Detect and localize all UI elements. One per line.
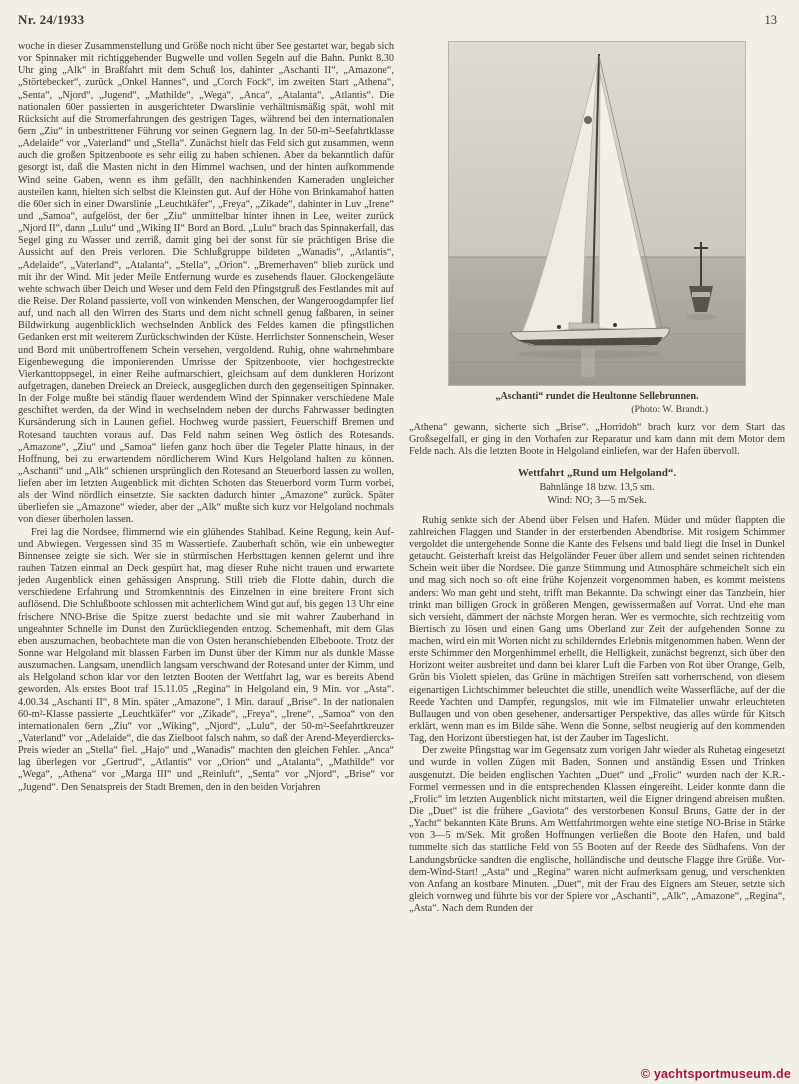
left-column — [18, 41, 394, 915]
photo-caption: „Aschanti“ rundet die Heultonne Sellebrunnen. — [495, 391, 699, 402]
photo-credit: (Photo: W. Brandt.) — [631, 403, 708, 415]
watermark-text: © yachtsportmuseum.de — [640, 1067, 791, 1081]
section-title: Wettfahrt „Rund um Helgoland“. — [517, 467, 677, 480]
photo-figure — [448, 41, 746, 416]
sail-emblem — [584, 116, 592, 124]
page-header — [18, 12, 785, 28]
deckhouse — [569, 323, 599, 329]
paragraph: „Athena“ gewann, sicherte sich „Brise“. „Horridoh“ brach kurz vor dem Start das Großsegelfall, er ging in den Vorhafen zur Reparatur und kam dann mit dem Motor dem Felde nach. Als die letzten Boote in Helgoland einliefen, war der Hafen übervoll. — [409, 421, 785, 458]
watermark — [641, 1067, 791, 1081]
issue-number: Nr. 24/1933 — [18, 12, 85, 27]
section-course-length: Bahnlänge 18 bzw. 13,5 sm. — [539, 482, 655, 494]
paragraph: Frei lag die Nordsee, flimmernd wie ein glühendes Stahlbad. Keine Regung, kein Auf- und Abwiegen. Vergessen sind 35 m Wassertiefe. Zauberhaft schön, wie ein unbewegter Binnensee zeigte sie sich. Wer sie in stürmischen Herbsttagen kennen gelernt und ihre rauhen Tatzen einmal an Deck gespürt hat, mag dieser Ruhe nicht trauen und erwartete jeden Augenblick einen gehässigen Ansprung. Still trieb die Flotte dahin, durch die verschiedene Erfahrung und Stromkenntnis des Einzelnen in eine breitere Front sich auflösend. Die Schlußboote schlossen mit achterlichem Wind gut auf, bis gegen 13 Uhr eine frischere NNO-Brise die Spitze zuerst bedachte und sie mit wahrer Zauberhand in ungeahnter Schnelle im Dunst den Zurückliegenden entzog. Schemenhaft, mit dem Glas eben auszumachen, beobachtete man die von Osten heranschiebenden Elbeboote. Trotz der Sonne war Helgoland mit blassen Farben im Dunst über der Kimm nur als dunkle Masse auszumachen. Langsam, unendlich langsam verschwand der Rotesand unter der Kimm, und als Helgoland schon klar vor den letzten Booten der Wettfahrt lag, war es bereits Abend geworden. Als erstes Boot traf 15.11.05 „Regina“ in Helgoland ein, 9 Min. vor „Asta“. 4.00.34 „Aschanti II“, 8 Min. später „Amazone“, 1 Min. darauf „Brise“. In der nationalen 60-m²-Klasse passierte „Leuchtkäfer“ vor „Zikade“, „Freya“, „Irene“, „Samoa“ von den internationalen 6ern „Ziu“ vor „Wiking“, „Njord“, „Lulu“, der 50-m²-Seefahrtkreuzer „Vaterland“ vor „Adelaide“, die das Zielboot falsch nahm, so daß der Arend-Meyerdiercks-Preis wieder an „Stella“ fiel. „Hajo“ und „Wanadis“ machten den gleichen Fehler. „Anca“ lag überlegen vor „Gertrud“, „Atlantis“ vor „Orion“ und „Atalanta“, „Mathilde“ vor „Wega“, „Athena“ vor „Marga III“ und „Reinluft“, „Senta“ vor „Njord“, „Brise“ vor „Jugend“. Den Senatspreis der Stadt Bremen, den in den beiden Vorjahren — [18, 526, 394, 793]
crew-figure — [557, 325, 561, 329]
mast-reflection — [581, 349, 595, 377]
photo-caption-block — [448, 391, 746, 416]
paragraph: woche in dieser Zusammenstellung und Größe noch nicht über See gestartet war, begab sich vor Spinnaker mit richtiggehender Bugwelle und vollen Segeln auf die Bahn. Punkt 8.30 Uhr ging „Alk“ in Braßfahrt mit dem Schuß los, dahinter „Aschanti II“, „Amazone“, „Störtebecker“, zurück „Onkel Hannes“, und „Corch Fock“, im zweiten Start „Athena“, „Senta“, „Njord“, „Jugend“, „Mathilde“, „Wega“, „Anca“, „Atalanta“, „Atlantis“. Die nationalen 60er passierten in ausgerichteter Dwarslinie verhältnismäßig spät, wohl mit Rücksicht auf die Stromerfahrungen des gestrigen Tages, während bei den internationalen 6ern „Ziu“ in unbestrittener Führung vor seinen Gegnern lag. In der 50-m²-Seefahrtklasse „Adelaide“ vor „Vaterland“ und „Stella“. Zunächst hielt das Feld sich gut zusammen, wenn auch die großen Spitzenboote es sehr eilig zu haben schienen. Aber da bekanntlich dafür gesorgt ist, daß die Masten nicht in den Himmel wachsen, und der hinten aufkommende Wind seine Gaben, wenn es ihm gefällt, den nachhinkenden Kameraden ungleicher austeilen kann, hielten sich selbst die Kleinsten gut. Auf der Höhe von Brinkamahof hatten die 60er sich in einer Dwarslinie „Leuchtkäfer“, „Freya“, „Zikade“, dahinter in Luv „Irene“ und „Samoa“, aufgelöst, der 6er „Ziu“ unmittelbar hinter ihnen in Lee, weiter zurück „Njord II“, dann „Lulu“ und „Wiking II“ Bord an Bord. „Lulu“ brach das Spinnakerfall, das Segel ging zu Wasser und zerriß, damit ging bei der sonst für sie prächtigen Brise die Aussicht auf den Preis verloren. Die Schlußgruppe bildeten „Wanadis“, „Atlantis“, „Adelaide“, „Vaterland“, „Atalanta“, „Stella“, „Orion“. „Bremerhaven“ blieb zurück und mit ihr der Wind. Mit jeder Meile Entfernung wurde es zusehends flauer. Glockengeläute wehte schwach über Deich und Weser und dem Feld den Pfingstgruß des Festlandes mit auf die Reise. Der Roland passierte, voll von winkenden Menschen, der Wangeroogdampfer lief auf, und nach all den Wirren des Starts und dem nicht schnell genug faßbaren, in seiner Bildwirkung augenblicklich wechselnden Anblick des Feldes kamen die pfingstlichen Gedanken erst mit weiterem Zurückschwinden der Küste. Herrlichster Sonnenschein, Weser und Bord mit unübertroffenem Schein versehen, vergoldend. Ruhig, ohne wahrnehmbare Eigenbewegung die imponierenden Umrisse der Spitzenboote, vier hochgestreckte Vierkanttoppsegel, in einer Reihe aufmarschiert, gleichsam auf dem dunkleren Horizont aufgetragen, daneben Dreieck an Dreieck, ausgeglichen durch den gegenseitigen Spinnaker. In der Folge mußte bei ständig flauer werdendem Wind der Spinnaker verschiedene Male geschiftet werden, da der Wind in wechselndem neben der durchs Fahrwasser bedingten Kursänderung sich in Launen gefiel. Hochweg wurde passiert, Feuerschiff Bremen und Rotesand tauchten voraus auf. Das Feld nahm seinen Weg östlich des Rotesands. „Amazone“, „Ziu“ und „Samoa“ liefen ganz hoch über die Tegeler Platte hinaus, in der Hoffnung, bei zu erwartendem nördlicherem Wind Kurs Helgoland halten zu können. „Aschanti“ und „Alk“ schienen ursprünglich den Rotesand an Steuerbord lassen zu wollen, liefen aber im letzten Augenblick mit dichten Schoten das Steuerbord vorm Turm vorbei, als der Wind nördlich einsetzte. Sie sackten dadurch hinter „Amazone“ zurück. Später überliefen sie „Amazone“ wieder, aber der „Alk“ mußte sich kurz vor Helgoland nochmals von dieser überholen lassen. — [18, 41, 394, 526]
paragraph: Ruhig senkte sich der Abend über Felsen und Hafen. Müder und müder flappten die zahlreichen Flaggen und Stander in der ersterbenden Abendbrise. Mit rosigem Schimmer vergoldet die untergehende Sonne die Kante des Felsens und bald liegt die Insel in Dunkel getaucht. Geisterhaft kreist das Helgoländer Feuer über allem und sendet seinen richtenden Schein weit über die Nordsee. Die ganze Stimmung und Atmosphäre schmeichelt sich ein und mag sich noch so oft eine frühe Kojenzeit vorgenommen haben, es kommt meistens anders: Wo man geht und steht, trifft man Bekannte. Da schwingt einer das Tanzbein, hier trinkt man billigen Grock in größeren Mengen, gewissermaßen auf Vorrat. Und ehe man sich versieht, dämmert der nächste Morgen heran. Wer es vermochte, sich rechtzeitig vom Biertisch zu lösen und einen Gang ums Oberland zur Zeit der aufgehenden Sonne zu machen, wird ein mit Worten nicht zu schilderndes Erlebnis mitgenommen haben. Wenn der erste Schimmer den Morgenhimmel erhellt, die Helligkeit, zunächst begrenzt, sich über den Horizont weiter ausbreitet und dann bei klarer Luft die Farben von Rot über Orange, Gelb, Grün bis Violett spielen, das Grüne in mächtigen Streifen satt vorherrschend, von diesem eigenartigen Lichtschimmer beleuchtet die stille, unendlich weite Wasserfläche, auf der die Reede Yachten und Dampfer, regungslos, mit wie im Filmatelier unwahr erleuchteten Bullaugen und von oben gesehener, andersartiger Perspektive, das alles würde für Kitsch erklärt, wenn man es im Bilde sähe. Wenn die Sonne, selbst neugierig auf den kommenden Tag, den Horizont überstiegen hat, ist der Zauber im Tageslicht. — [409, 514, 785, 745]
section-wind: Wind: NO; 3—5 m/Sek. — [547, 495, 647, 507]
columns — [18, 41, 785, 915]
paragraph: Der zweite Pfingsttag war im Gegensatz zum vorigen Jahr wieder als Ruhetag eingesetzt und wurde in vollen Zügen mit Baden, Sonnen und anständig Essen und Trinken ausgenutzt. Die beiden englischen Yachten „Duet“ und „Frolic“ wurden nach der K.R.-Formel vermessen und in die entsprechenden Klassen eingereiht. Leider konnte dann die „Frolic“ im letzten Augenblick nicht mitstarten, weil die Eigner dringend abreisen mußten. Die „Duet“ ist die frühere „Gaviota“ des verstorbenen Konsul Bruns, Gatte der in der „Yacht“ bekannten Käte Bruns. Am Wettfahrtmorgen wehte eine stetige NO-Brise in Stärke von 3—5 m/Sek. Mit großen Hoffnungen verließen die Boote den Hafen, und bald tummelte sich das stattliche Feld von 55 Booten auf der Reede des Südhafens. Von der Landungsbrücke sandten die englische, holländische und deutsche Flagge ihre Grüße. Vor-dem-Wind-Start! „Asta“ und „Regina“ waren nicht aufmerksam genug, und verschenkten von Anfang an kostbare Minuten. „Duet“, mit der Frau des Eigners am Steuer, setzte sich gleich vornweg und führte bis vor der Spiere vor „Aschanti“, „Alk“, „Amazone“, „Regina“, „Asta“. Nach dem Runden der — [409, 745, 785, 915]
page-number: 13 — [764, 13, 777, 27]
yacht-photo — [448, 41, 746, 386]
crew-figure — [613, 323, 617, 327]
right-column — [409, 41, 785, 915]
